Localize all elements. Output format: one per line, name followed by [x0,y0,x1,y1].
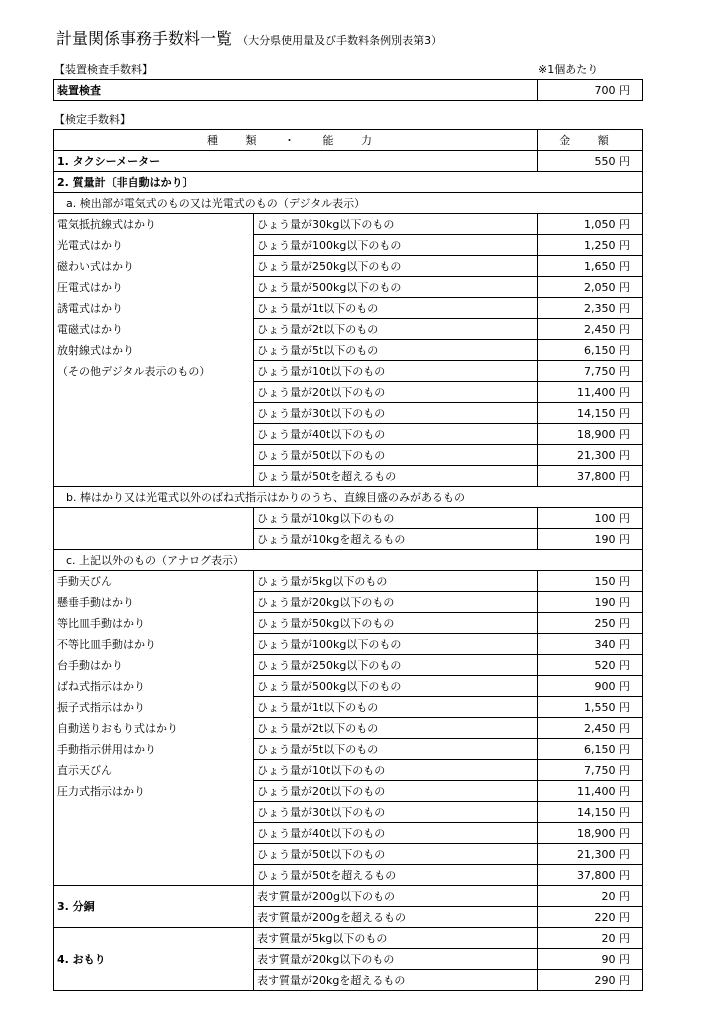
fee-cell: 190 円 [538,529,643,550]
scale-a-type-cell: （その他デジタル表示のもの） [54,361,254,382]
fee-cell: 250 円 [538,613,643,634]
header-fee: 金 額 [538,130,643,151]
fee-cell: 6,150 円 [538,739,643,760]
scale-a-type-cell: 圧電式はかり [54,277,254,298]
scale-a-type-cell: 放射線式はかり [54,340,254,361]
fee-cell: 37,800 円 [538,466,643,487]
scale-c-type-cell [54,823,254,844]
fee-cell: 21,300 円 [538,844,643,865]
table-row [54,634,643,655]
fee-cell: 1,250 円 [538,235,643,256]
scale-c-type-cell: 直示天びん [54,760,254,781]
capacity-cell: ひょう量が100kg以下のもの [254,634,538,655]
capacity-cell: ひょう量が10t以下のもの [254,361,538,382]
table-row [54,655,643,676]
capacity-cell: ひょう量が250kg以下のもの [254,655,538,676]
table-row [54,361,643,382]
fee-cell: 150 円 [538,571,643,592]
scale-c-type-cell: 不等比皿手動はかり [54,634,254,655]
scale-a-type-cell [54,382,254,403]
scale-c-type-cell: 手動指示併用はかり [54,739,254,760]
table-row [54,298,643,319]
capacity-cell: ひょう量が2t以下のもの [254,718,538,739]
scale-c-type-cell: 振子式指示はかり [54,697,254,718]
table-row [54,613,643,634]
capacity-cell: ひょう量が1t以下のもの [254,697,538,718]
scale-a-type-cell [54,466,254,487]
inspection-section-label: 【検定手数料】 [54,113,131,126]
capacity-cell: ひょう量が50t以下のもの [254,445,538,466]
table-row [54,844,643,865]
table-row [54,214,643,235]
table-row [54,928,643,949]
fee-cell: 220 円 [538,907,643,928]
capacity-cell: ひょう量が50t以下のもの [254,844,538,865]
scale-c-type-cell [54,865,254,886]
fee-cell: 20 円 [538,928,643,949]
capacity-cell: ひょう量が50kg以下のもの [254,613,538,634]
page-title [56,26,442,49]
fee-cell: 11,400 円 [538,781,643,802]
capacity-cell: 表す質量が5kg以下のもの [254,928,538,949]
table-row [54,340,643,361]
table-row [54,697,643,718]
fee-cell: 900 円 [538,676,643,697]
fee-cell: 340 円 [538,634,643,655]
capacity-cell: ひょう量が10kgを超えるもの [254,529,538,550]
weights-category-label: 3. 分銅 [54,886,254,928]
table-row [54,529,643,550]
capacity-cell: ひょう量が500kg以下のもの [254,676,538,697]
table-row [54,403,643,424]
table-row [54,781,643,802]
capacity-cell: ひょう量が5kg以下のもの [254,571,538,592]
inspection-fee-body [54,130,643,991]
title-main: 計量関係事務手数料一覧 [56,29,233,48]
scale-c-subcategory-label: c. 上記以外のもの（アナログ表示） [54,550,643,571]
fee-cell: 6,150 円 [538,340,643,361]
fee-cell: 18,900 円 [538,823,643,844]
scale-a-type-cell: 電磁式はかり [54,319,254,340]
scale-c-label-row [54,550,643,571]
capacity-cell: 表す質量が20kg以下のもの [254,949,538,970]
fee-cell: 90 円 [538,949,643,970]
capacity-cell: ひょう量が20kg以下のもの [254,592,538,613]
table-row [54,445,643,466]
device-fee: 700 円 [538,80,643,101]
capacity-cell: ひょう量が40t以下のもの [254,823,538,844]
fee-cell: 290 円 [538,970,643,991]
device-item: 装置検査 [54,80,538,101]
capacity-cell: ひょう量が30t以下のもの [254,802,538,823]
table-row [54,80,643,101]
scale-a-subcategory-label: a. 検出部が電気式のもの又は光電式のもの（デジタル表示） [54,193,643,214]
scale-c-type-cell: 手動天びん [54,571,254,592]
scale-b-type-cell [54,529,254,550]
table-row [54,466,643,487]
table-row [54,718,643,739]
fee-cell: 11,400 円 [538,382,643,403]
scale-a-label-row [54,193,643,214]
scale-c-type-cell: 自動送りおもり式はかり [54,718,254,739]
fee-cell: 1,650 円 [538,256,643,277]
table-row [54,508,643,529]
scale-b-label-row [54,487,643,508]
capacity-cell: ひょう量が20t以下のもの [254,781,538,802]
capacity-cell: ひょう量が20t以下のもの [254,382,538,403]
scale-c-type-cell [54,844,254,865]
table-row [54,592,643,613]
taxi-meter-label: 1. タクシーメーター [54,151,538,172]
scale-b-type-cell [54,508,254,529]
capacity-cell: ひょう量が10t以下のもの [254,760,538,781]
scale-c-type-cell [54,802,254,823]
device-inspection-table [53,79,643,101]
capacity-cell: ひょう量が500kg以下のもの [254,277,538,298]
capacity-cell: ひょう量が30t以下のもの [254,403,538,424]
capacity-cell: 表す質量が200g以下のもの [254,886,538,907]
table-row [54,823,643,844]
capacity-cell: 表す質量が200gを超えるもの [254,907,538,928]
fee-cell: 37,800 円 [538,865,643,886]
capacity-cell: 表す質量が20kgを超えるもの [254,970,538,991]
per-unit-note: ※1個あたり [538,63,599,76]
table-row [54,319,643,340]
capacity-cell: ひょう量が50tを超えるもの [254,865,538,886]
title-subtitle: （大分県使用量及び手数料条例別表第3） [237,34,443,47]
table-row [54,865,643,886]
table-row [54,382,643,403]
fee-cell: 1,050 円 [538,214,643,235]
scale-c-type-cell: 台手動はかり [54,655,254,676]
capacity-cell: ひょう量が40t以下のもの [254,424,538,445]
device-section-label: 【装置検査手数料】 [54,63,153,76]
table-row [54,256,643,277]
capacity-cell: ひょう量が50tを超えるもの [254,466,538,487]
scale-row [54,172,643,193]
capacity-cell: ひょう量が5t以下のもの [254,739,538,760]
scale-c-type-cell: 懸垂手動はかり [54,592,254,613]
capacity-cell: ひょう量が5t以下のもの [254,340,538,361]
capacity-cell: ひょう量が100kg以下のもの [254,235,538,256]
header-type: 種 類 ・ 能 力 [54,130,538,151]
fee-cell: 2,450 円 [538,718,643,739]
scale-c-type-cell: 等比皿手動はかり [54,613,254,634]
taxi-row [54,151,643,172]
scale-c-type-cell: 圧力式指示はかり [54,781,254,802]
scale-a-type-cell: 誘電式はかり [54,298,254,319]
capacity-cell: ひょう量が1t以下のもの [254,298,538,319]
fee-cell: 2,450 円 [538,319,643,340]
table-row [54,676,643,697]
fee-cell: 18,900 円 [538,424,643,445]
table-row [54,886,643,907]
table-row [54,424,643,445]
scale-a-type-cell [54,445,254,466]
fee-cell: 1,550 円 [538,697,643,718]
fee-cell: 190 円 [538,592,643,613]
fee-cell: 21,300 円 [538,445,643,466]
header-row [54,130,643,151]
table-row [54,277,643,298]
scale-a-type-cell: 磁わい式はかり [54,256,254,277]
scale-a-type-cell [54,403,254,424]
scale-a-type-cell: 電気抵抗線式はかり [54,214,254,235]
scale-category-label: 2. 質量計〔非自動はかり〕 [54,172,643,193]
capacity-cell: ひょう量が10kg以下のもの [254,508,538,529]
table-row [54,802,643,823]
fee-cell: 2,050 円 [538,277,643,298]
capacity-cell: ひょう量が2t以下のもの [254,319,538,340]
scale-a-type-cell: 光電式はかり [54,235,254,256]
fee-cell: 100 円 [538,508,643,529]
fee-cell: 14,150 円 [538,802,643,823]
fee-cell: 7,750 円 [538,760,643,781]
table-row [54,760,643,781]
fee-cell: 7,750 円 [538,361,643,382]
taxi-meter-fee: 550 円 [538,151,643,172]
fee-cell: 2,350 円 [538,298,643,319]
scale-b-subcategory-label: b. 棒はかり又は光電式以外のばね式指示はかりのうち、直線目盛のみがあるもの [54,487,643,508]
capacity-cell: ひょう量が30kg以下のもの [254,214,538,235]
capacity-cell: ひょう量が250kg以下のもの [254,256,538,277]
omori-category-label: 4. おもり [54,928,254,991]
fee-cell: 14,150 円 [538,403,643,424]
fee-cell: 520 円 [538,655,643,676]
inspection-fee-table [53,129,643,991]
table-row [54,739,643,760]
fee-cell: 20 円 [538,886,643,907]
scale-c-type-cell: ばね式指示はかり [54,676,254,697]
scale-a-type-cell [54,424,254,445]
table-row [54,571,643,592]
table-row [54,235,643,256]
